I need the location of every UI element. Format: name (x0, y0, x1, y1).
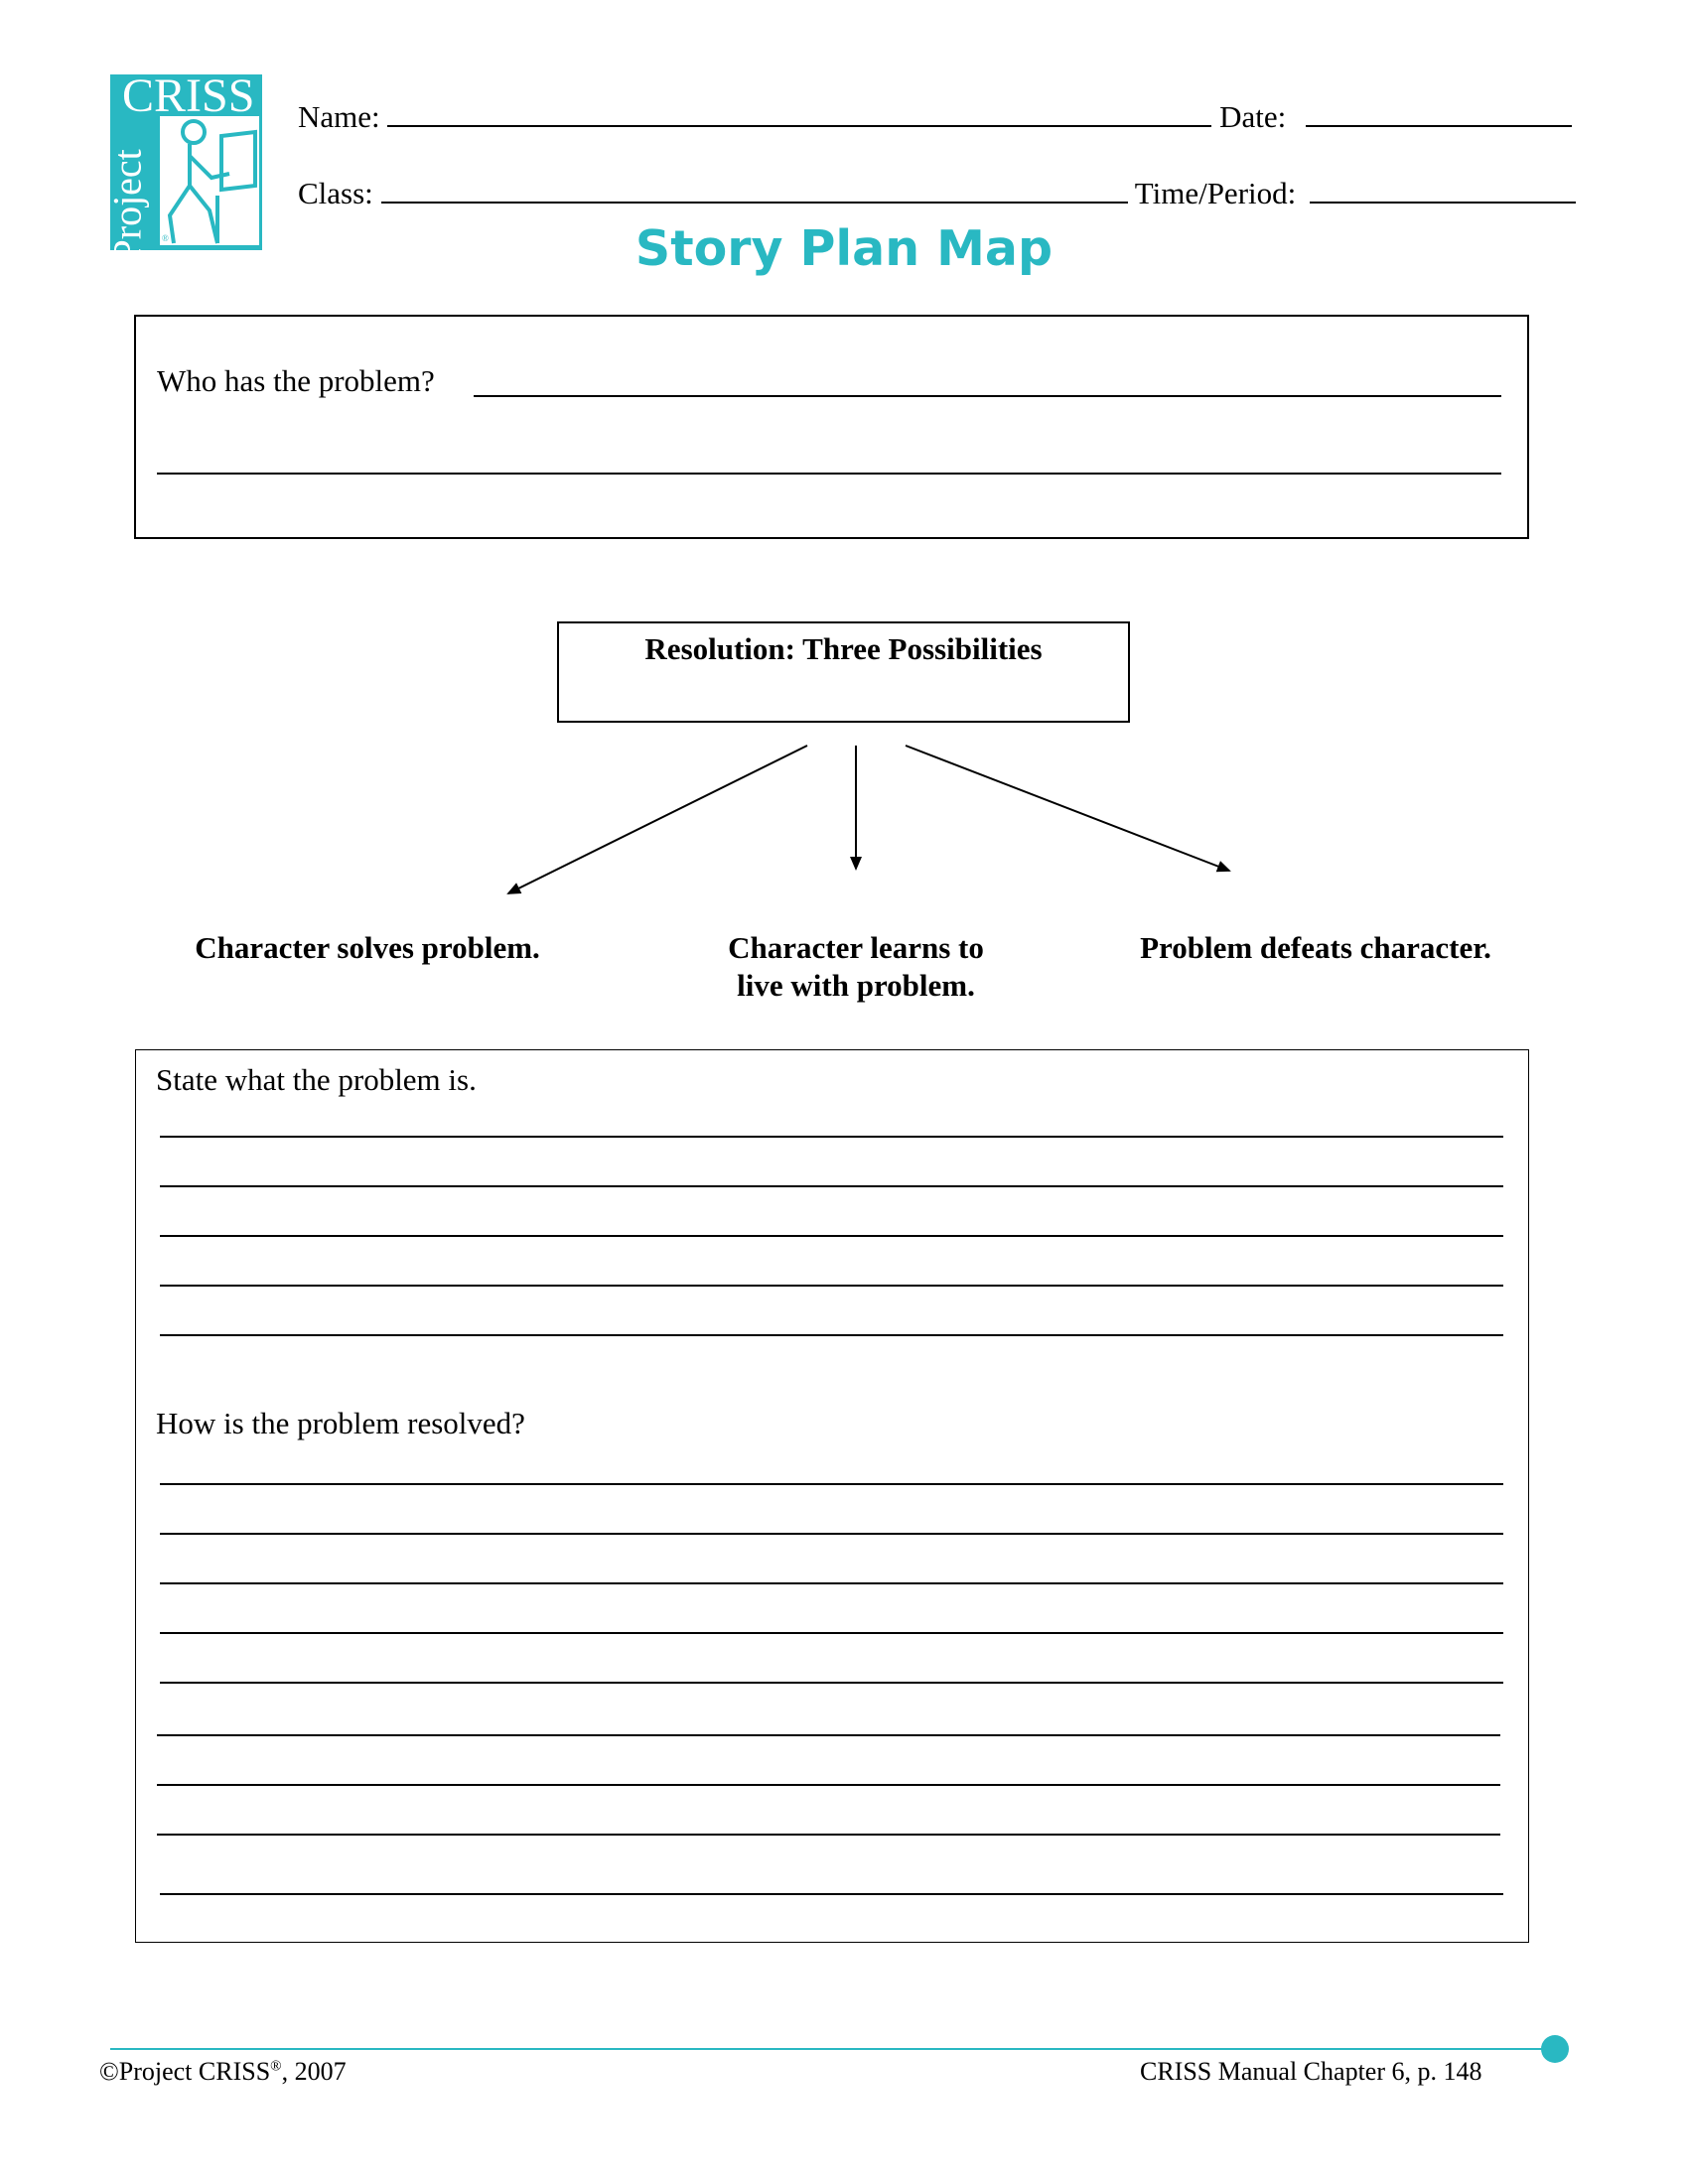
outcome-solves (129, 929, 606, 967)
footer-dot-icon (1541, 2035, 1569, 2063)
outcome-defeats (1077, 929, 1554, 967)
class-label: Class: (298, 176, 373, 210)
name-label: Name: (298, 99, 380, 134)
outcome-learns-text-2: live with problem. (737, 968, 975, 1003)
resolved-line-7[interactable] (157, 1784, 1500, 1786)
outcome-defeats-text: Problem defeats character. (1140, 930, 1491, 965)
problem-line-2[interactable] (160, 1185, 1503, 1187)
copyright-prefix: ©Project CRISS (99, 2057, 271, 2086)
date-label: Date: (1219, 99, 1287, 134)
problem-line-1[interactable] (160, 1136, 1503, 1138)
problem-line-5[interactable] (160, 1334, 1503, 1336)
logo-word-project: Project (104, 149, 150, 262)
problem-box (135, 1049, 1529, 1943)
footer-divider (110, 2048, 1550, 2050)
outcome-learns (618, 929, 1094, 1005)
resolved-line-6[interactable] (157, 1734, 1500, 1736)
resolved-line-8[interactable] (157, 1834, 1500, 1836)
problem-line-3[interactable] (160, 1235, 1503, 1237)
resolved-line-3[interactable] (160, 1582, 1503, 1584)
arrow-to-solves (508, 746, 807, 893)
resolved-line-4[interactable] (160, 1632, 1503, 1634)
resolved-prompt: How is the problem resolved? (156, 1406, 525, 1440)
footer-copyright (99, 2057, 347, 2087)
arrow-to-defeats (906, 746, 1229, 871)
logo-word-criss: CRISS (122, 69, 255, 122)
logo-registered-mark: ® (162, 233, 169, 243)
outcome-learns-text-1: Character learns to (728, 930, 984, 965)
resolved-line-9[interactable] (160, 1893, 1503, 1895)
resolved-line-1[interactable] (160, 1483, 1503, 1485)
who-has-problem-prompt: Who has the problem? (157, 363, 435, 398)
resolved-line-2[interactable] (160, 1533, 1503, 1535)
page-title: Story Plan Map (634, 220, 1054, 277)
time-period-label: Time/Period: (1134, 176, 1297, 210)
copyright-registered-mark: ® (270, 2058, 282, 2075)
footer-page-reference: CRISS Manual Chapter 6, p. 148 (1140, 2057, 1482, 2086)
state-problem-prompt: State what the problem is. (156, 1062, 477, 1097)
resolution-heading: Resolution: Three Possibilities (644, 631, 1043, 666)
outcome-solves-text: Character solves problem. (195, 930, 540, 965)
problem-line-4[interactable] (160, 1285, 1503, 1287)
copyright-year: , 2007 (281, 2057, 347, 2086)
resolved-line-5[interactable] (160, 1682, 1503, 1684)
